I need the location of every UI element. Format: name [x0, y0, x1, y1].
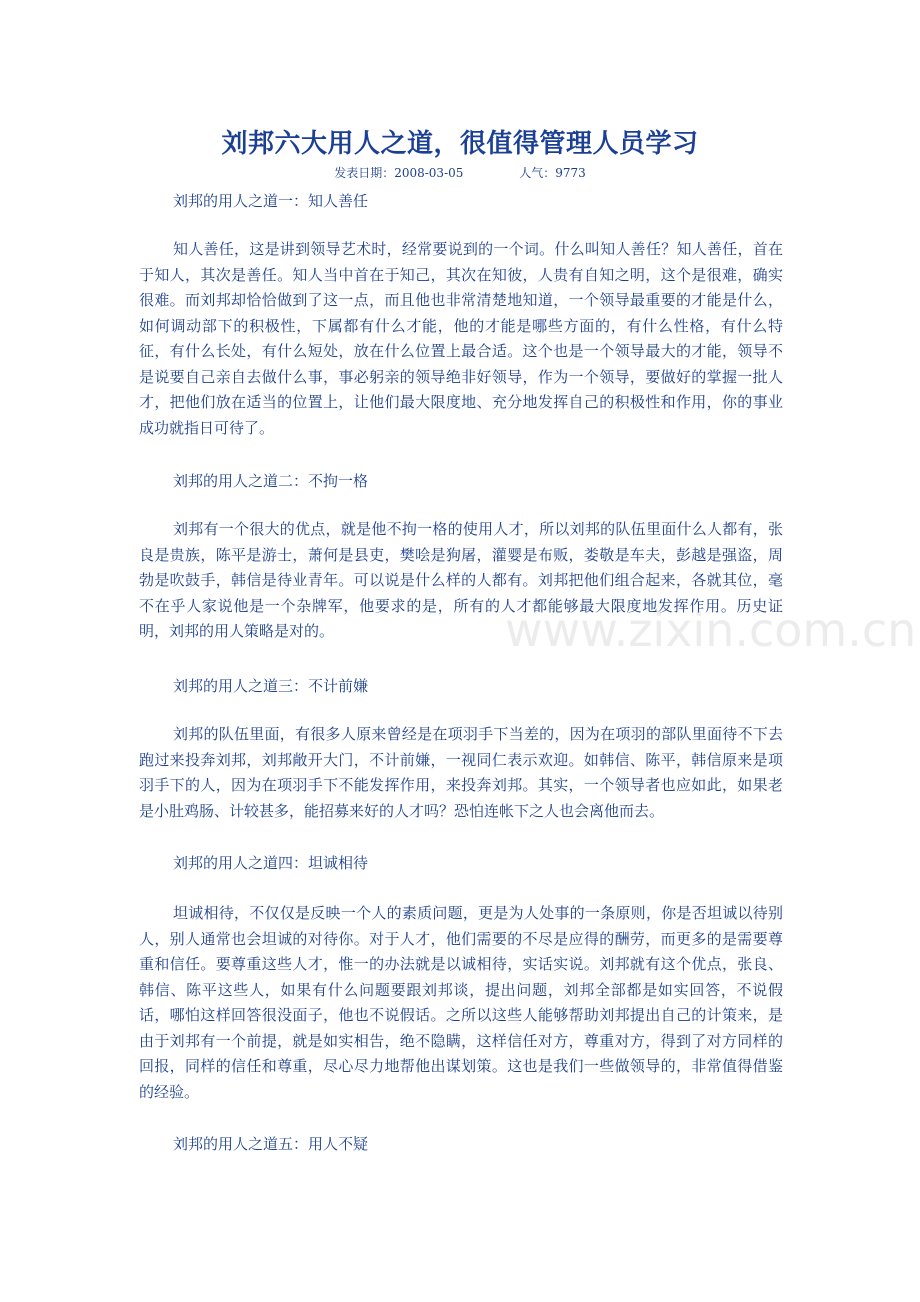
watermark: www.zixin.com.cn [505, 603, 917, 657]
section-heading-4: 刘邦的用人之道四：坦诚相待 [173, 854, 369, 872]
section-heading-2: 刘邦的用人之道二：不拘一格 [173, 472, 369, 490]
publish-date: 发表日期：2008-03-05 [334, 166, 464, 180]
section-heading-3: 刘邦的用人之道三：不计前嫌 [173, 677, 369, 695]
document-title: 刘邦六大用人之道，很值得管理人员学习 [221, 129, 699, 159]
section-paragraph-4: 坦诚相待，不仅仅是反映一个人的素质问题，更是为人处事的一条原则，你是否坦诚以待别人，别人通常也会坦诚的对待你。对于人才，他们需要的不尽是应得的酬劳，而更多的是需要尊重和信任。要尊重这些人才，惟一的办法就是以诚相待，实话实说。刘邦就有这个优点，张良、韩信、陈平这些人，如果有什么问题要跟刘邦谈，提出问题，刘邦全部都是如实回答，不说假话，哪怕这样回答很没面子，他也不说假话。之所以这些人能够帮助刘邦提出自己的计策来，是由于刘邦有一个前提，就是如实相告，绝不隐瞒，这样信任对方，尊重对方，得到了对方同样的回报，同样的信任和尊重，尽心尽力地帮他出谋划策。这也是我们一些做领导的，非常值得借鉴的经验。 [139, 904, 783, 1101]
section-paragraph-3: 刘邦的队伍里面，有很多人原来曾经是在项羽手下当差的，因为在项羽的部队里面待不下去跑过来投奔刘邦，刘邦敞开大门，不计前嫌，一视同仁表示欢迎。如韩信、陈平，韩信原来是项羽手下的人，因为在项羽手下不能发挥作用，来投奔刘邦。其实，一个领导者也应如此，如果老是小肚鸡肠、计较甚多，能招募来好的人才吗？恐怕连帐下之人也会离他而去。 [139, 725, 783, 820]
article-meta [0, 164, 920, 182]
view-count: 人气：9773 [519, 166, 586, 180]
section-heading-5: 刘邦的用人之道五：用人不疑 [173, 1135, 369, 1153]
section-paragraph-1: 知人善任，这是讲到领导艺术时，经常要说到的一个词。什么叫知人善任？知人善任，首在于知人，其次是善任。知人当中首在于知己，其次在知彼，人贵有自知之明，这个是很难，确实很难。而刘邦却恰恰做到了这一点，而且他也非常清楚地知道，一个领导最重要的才能是什么，如何调动部下的积极性，下属都有什么才能，他的才能是哪些方面的，有什么性格，有什么特征，有什么长处，有什么短处，放在什么位置上最合适。这个也是一个领导最大的才能，领导不是说要自己亲自去做什么事，事必躬亲的领导绝非好领导，作为一个领导，要做好的掌握一批人才，把他们放在适当的位置上，让他们最大限度地、充分地发挥自己的积极性和作用，你的事业成功就指日可待了。 [139, 240, 783, 437]
section-paragraph-2: 刘邦有一个很大的优点，就是他不拘一格的使用人才，所以刘邦的队伍里面什么人都有，张良是贵族，陈平是游士，萧何是县吏，樊哙是狗屠，灌婴是布贩，娄敬是车夫，彭越是强盗，周勃是吹鼓手，韩信是待业青年。可以说是什么样的人都有。刘邦把他们组合起来，各就其位，毫不在乎人家说他是一个杂牌军，他要求的是，所有的人才都能够最大限度地发挥作用。历史证明，刘邦的用人策略是对的。 [139, 520, 783, 640]
section-heading-1: 刘邦的用人之道一：知人善任 [173, 192, 369, 210]
